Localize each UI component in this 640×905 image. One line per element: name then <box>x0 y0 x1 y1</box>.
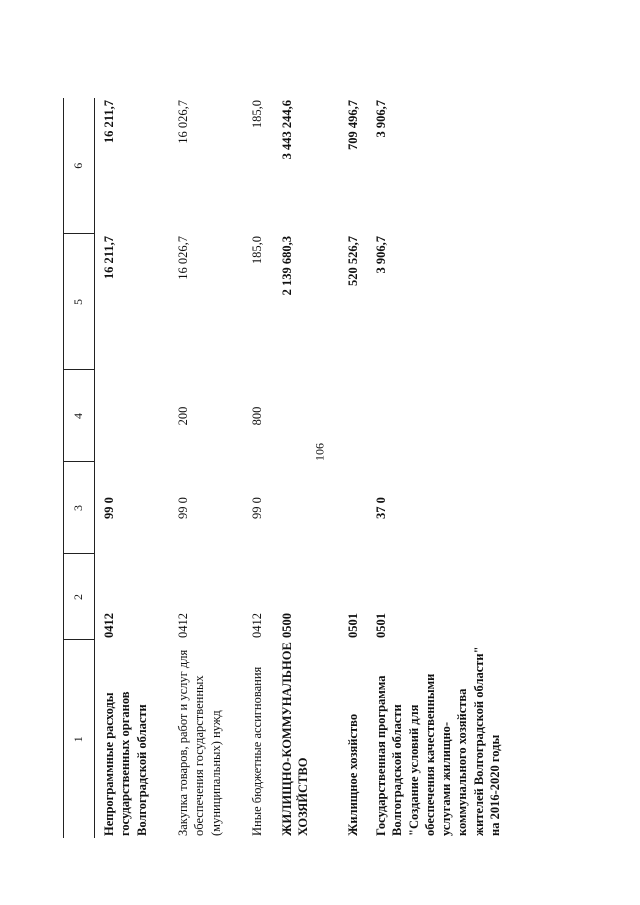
expense-type-code <box>339 370 367 462</box>
amount-col5: 520 526,7 <box>346 236 360 286</box>
expense-type-code: 200 <box>176 406 190 426</box>
rotated-page-content <box>63 98 503 838</box>
page-number: 106 <box>312 443 327 461</box>
expense-type-code: 800 <box>250 406 264 426</box>
table-row <box>367 98 503 838</box>
section-code: 0500 <box>280 613 294 638</box>
table-header-row <box>64 98 95 838</box>
section-code: 0412 <box>102 613 116 638</box>
column-header-3: 3 <box>64 462 95 554</box>
amount-col6: 185,0 <box>250 100 264 129</box>
table-row <box>95 98 170 838</box>
amount-col6: 3 443 244,6 <box>280 100 294 160</box>
amount-col5: 3 906,7 <box>374 236 388 274</box>
table-row <box>169 98 243 838</box>
section-code: 0412 <box>176 613 190 638</box>
budget-table <box>63 98 503 838</box>
amount-col6: 709 496,7 <box>346 100 360 150</box>
amount-col5: 16 026,7 <box>176 236 190 280</box>
program-code <box>273 462 339 554</box>
row-name: Закупка товаров, работ и услуг для обеспечения государственных (муниципальных) нужд <box>176 649 223 836</box>
section-code: 0501 <box>346 613 360 638</box>
table-row <box>243 98 273 838</box>
row-name: Жилищное хозяйство <box>346 713 360 836</box>
row-name: Непрограммные расходы государственных органов Волгоградской области <box>102 691 149 836</box>
column-header-1: 1 <box>64 640 95 838</box>
column-header-2: 2 <box>64 554 95 640</box>
program-code <box>339 462 367 554</box>
table-row <box>339 98 367 838</box>
expense-type-code <box>95 370 170 462</box>
column-header-5: 5 <box>64 234 95 370</box>
section-code: 0412 <box>250 613 264 638</box>
amount-col6: 3 906,7 <box>374 100 388 138</box>
row-name: Государственная программа Волгоградской области "Создание условий для обеспечения качественными услугами жилищно-коммунального хозяйства жителей Волгоградской области" на 2016-2020 годы <box>374 646 502 836</box>
column-header-4: 4 <box>64 370 95 462</box>
amount-col6: 16 211,7 <box>102 100 116 144</box>
amount-col5: 16 211,7 <box>102 236 116 280</box>
amount-col6: 16 026,7 <box>176 100 190 144</box>
column-header-6: 6 <box>64 98 95 234</box>
program-code: 99 0 <box>250 497 264 519</box>
expense-type-code <box>273 370 339 462</box>
section-code: 0501 <box>374 613 388 638</box>
program-code: 37 0 <box>374 497 388 519</box>
amount-col5: 2 139 680,3 <box>280 236 294 296</box>
program-code: 99 0 <box>176 497 190 519</box>
amount-col5: 185,0 <box>250 236 264 265</box>
expense-type-code <box>367 370 503 462</box>
row-name: Иные бюджетные ассигнования <box>250 666 264 836</box>
program-code: 99 0 <box>102 497 116 519</box>
row-name: ЖИЛИЩНО-КОММУНАЛЬНОЕ ХОЗЯЙСТВО <box>280 642 311 836</box>
table-row <box>273 98 339 838</box>
